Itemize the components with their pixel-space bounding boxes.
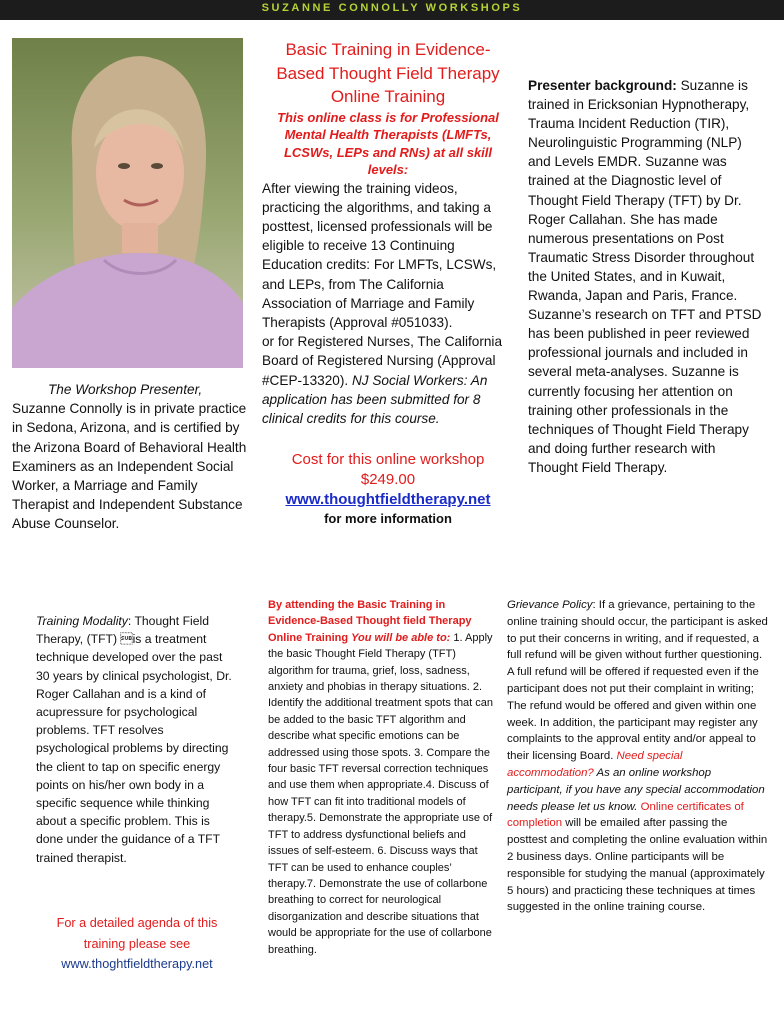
credits-body: After viewing the training videos, practicing the algorithms, and taking a posttest, licensed professionals will be eligible to receive 13 Continuing Education credits: For LMFTs, LCSWs, and LEPs, from The California Association of Marriage and Family Therapists (Approval #051033). (262, 180, 497, 330)
closing-text: will be emailed after passing the posttest and completing the online evaluation within 2 business days. Online participants will be responsible for studying the manual (approximately 5 hours) and practicing these techniques at times suggested in the online training course. (507, 817, 768, 914)
banner-title: SUZANNE CONNOLLY WORKSHOPS (261, 2, 523, 14)
accommodation-link[interactable]: Need special accommodation? (507, 750, 683, 779)
learning-objectives (268, 597, 496, 958)
grievance-text: : If a grievance, pertaining to the online training should occur, the participant is asked to put their concerns in writing, and if requested, a full refund will be given without further questioning. A full refund will be offered if requested even if the participant does not put their complaint in writing; The refund would be offered and given within one week. In addition, the participant may register any complaints to the approval entity and/or appeal to their licensing Board. (507, 599, 768, 763)
nursing-credits-body: or for Registered Nurses, The California Board of Registered Nursing (Approval #CEP-13320). (262, 334, 503, 388)
grievance-policy (507, 597, 769, 916)
modality-text: : Thought Field Therapy, (TFT) is a treatment technique developed over the past 30 years by clinical psychologist, Dr. Roger Callahan and is a kind of acupressure for psychological problems. TFT resolves psychological problems by directing the client to tap on specific energy points on his/her own body in a specific sequence while thinking about a specific problem. This is done under the guidance of a TFT trained therapist. (36, 614, 232, 865)
presenter-background (528, 76, 768, 477)
objectives-heading-italic: You will be able to: (351, 631, 451, 644)
page-title: Basic Training in Evidence-Based Thought Field Therapy Online Training (276, 40, 500, 106)
accommodation-text: As an online workshop participant, if you have any special accommodation needs please let us know. (507, 766, 765, 813)
objectives-text: 1. Apply the basic Thought Field Therapy (TFT) algorithm for trauma, grief, loss, sadness, anxiety and phobias in therapy situations. 2. Identify the additional treatment spots that can be added to the basic TFT algorithm and describe what specific emotions can be addressed using those spots. 3. Compare the four basic TFT reversal correction techniques and use them when appropriate.4. Discuss of how TFT can fit into traditional models of therapy.5. Demonstrate the appropriate use of TFT to address dysfunctional beliefs and issues of self-esteem. 6. Discuss ways that TFT can be used to enhance couples’ therapy.7. Demonstrate the use of collarbone breathing to correct for neurological disorganization and describe situations that would be appropriate for the use of collarbone breathing. (268, 631, 494, 956)
bio-label: Presenter background: (528, 78, 677, 93)
objectives-heading: By attending the Basic Training in Evidence-Based Thought field Therapy Online Training (268, 599, 472, 644)
grievance-label: Grievance Policy (507, 599, 593, 611)
audience-subtitle: This online class is for Professional Mental Health Therapists (LMFTs, LCSWs, LEPs and RNs) at all skill levels: (277, 109, 499, 177)
agenda-link[interactable]: www.thoghtfieldtherapy.net (61, 957, 213, 971)
presenter-portrait-image (12, 38, 243, 368)
certificates-text: Online certificates of completion (507, 800, 744, 830)
main-column (262, 38, 514, 528)
more-info-text: for more information (324, 511, 452, 527)
presenter-caption (12, 380, 252, 534)
agenda-note (36, 913, 238, 975)
bio-text: Suzanne is trained in Ericksonian Hypnotherapy, Trauma Incident Reduction (TIR), Neurolinguistic Programming (NLP) and Levels EMDR. Suzanne was trained at the Diagnostic level of Thought Field Therapy (TFT) by Dr. Roger Callahan. She has made numerous presentations on Post Traumatic Stress Disorder throughout the United States, and in Kuwait, Rwanda, Japan and Paris, France. Suzanne’s research on TFT and PTSD has been published in peer reviewed professional journals and included in several meta-analyses. Suzanne is currently focusing her attention on training other professionals in the techniques of Thought Field Therapy and doing further research with Thought Field Therapy. (528, 78, 762, 475)
agenda-text: For a detailed agenda of this training please see (56, 916, 218, 951)
nj-note: NJ Social Workers: An application has been submitted for 8 clinical credits for this course. (262, 372, 488, 426)
cost-label: Cost for this online workshop (291, 451, 485, 469)
modality-label: Training Modality (36, 614, 128, 628)
website-link[interactable]: www.thoughtfieldtherapy.net (285, 491, 491, 509)
credits-text (262, 179, 514, 429)
training-modality (36, 612, 238, 867)
caption-body: Suzanne Connolly is in private practice in Sedona, Arizona, and is certified by the Arizona Board of Behavioral Health Examiners as an Independent Social Worker, a Marriage and Family Therapist and Independent Substance Abuse Counselor. (12, 401, 247, 532)
header-banner (0, 0, 784, 20)
caption-lead: The Workshop Presenter, (48, 382, 203, 397)
cost-price: $249.00 (360, 471, 416, 489)
presenter-photo (12, 38, 243, 368)
